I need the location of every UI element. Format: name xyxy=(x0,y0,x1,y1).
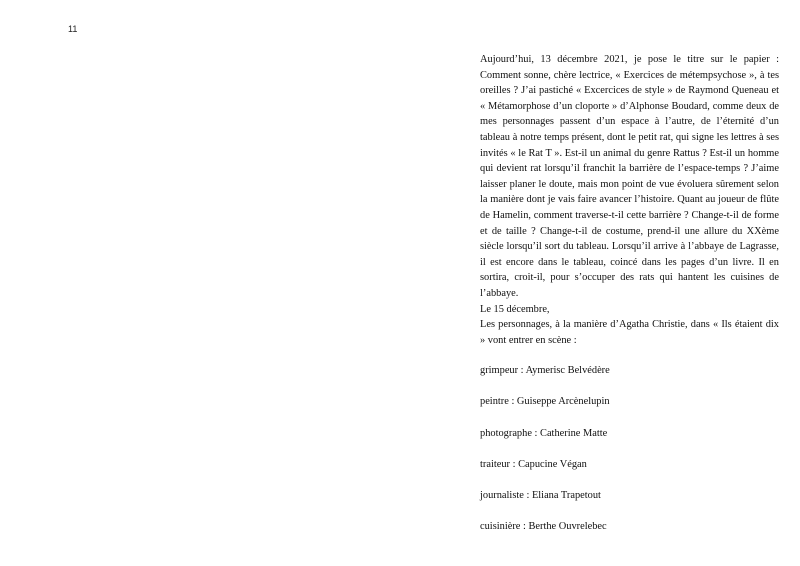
body-paragraph: Aujourd’hui, 13 décembre 2021, je pose le titre sur le papier : Comment sonne, chère lectrice, « Exercices de métempsychose », à tes oreilles ? J’ai pastiché « Excercices de style » de Raymond Queneau et « Métamorphose d’un cloporte » d’Alphonse Boudard, comme deux de mes personnages passent d’un espace à l’autre, de l’éternité d’un tableau à notre temps présent, dont le petit rat, qui signe les lettres à ses invités « le Rat T ». Est-il un animal du genre Rattus ? Est-il un homme qui devient rat lorsqu’il franchit la barrière de l’espace-temps ? J’aime laisser planer le doute, mais mon point de vue évoluera sûrement selon la manière dont je vais faire avancer l’histoire. Quant au joueur de flûte de Hamelin, comment traverse-t-il cette barrière ? Change-t-il de forme et de taille ? Change-t-il de costume, prend-il une allure du XXème siècle lorsqu’il sort du tableau. Lorsqu’il arrive à l’abbaye de Lagrasse, il est encore dans le tableau, coincé dans les pages d’un livre. Il en sortira, croit-il, pour s’occuper des rats qui hantent les cuisines de l’abbaye. xyxy=(480,54,779,299)
character-item: cuisinière : Berthe Ouvrelebec xyxy=(480,521,607,533)
character-item: traiteur : Capucine Végan xyxy=(480,458,587,470)
character-item: journaliste : Eliana Trapetout xyxy=(480,490,601,502)
characters-intro: Les personnages, à la manière d’Agatha Christie, dans « Ils étaient dix » vont entrer en scène : xyxy=(480,319,779,346)
page-number: 11 xyxy=(68,24,78,34)
date-line: Le 15 décembre, xyxy=(480,303,550,315)
character-item: photographe : Catherine Matte xyxy=(480,427,608,439)
text-column xyxy=(480,52,779,550)
character-list xyxy=(480,363,779,535)
character-item: grimpeur : Aymerisc Belvédère xyxy=(480,365,610,377)
character-item: peintre : Guiseppe Arcènelupin xyxy=(480,396,610,408)
